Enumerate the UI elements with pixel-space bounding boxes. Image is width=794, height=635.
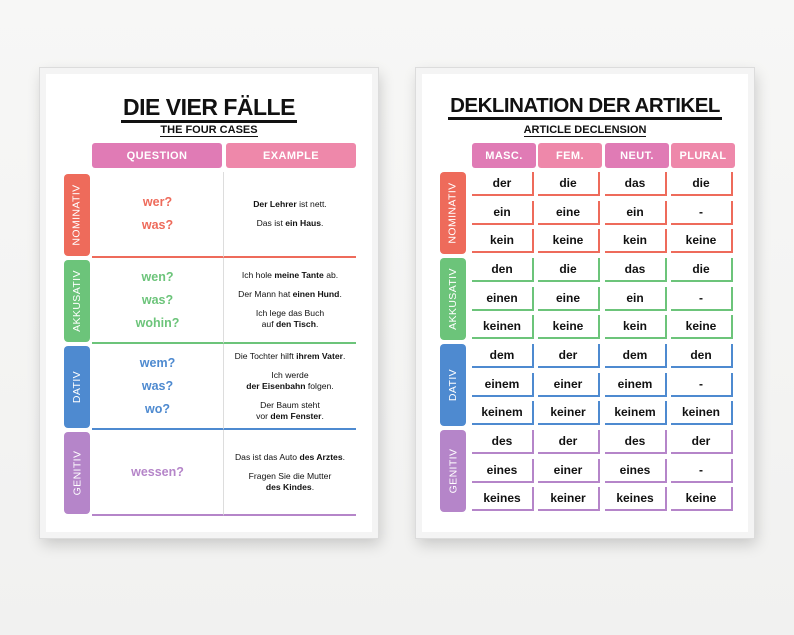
example-text: . [342, 451, 346, 462]
case-label-nominativ [64, 174, 90, 256]
header-plural: PLURAL [671, 143, 735, 168]
example-highlight: dem Fenster [270, 410, 322, 421]
article-cell: der [472, 172, 534, 196]
article-cell: dem [472, 344, 534, 368]
case-label-akkusativ [440, 258, 466, 340]
question-word: wessen? [131, 464, 184, 479]
example-sentence [246, 370, 333, 392]
example-text: ab. [323, 270, 339, 280]
article-cell: keinem [605, 401, 667, 425]
example-highlight: Der Lehrer [253, 199, 297, 209]
example-sentence [256, 308, 324, 330]
article-cell: keine [671, 315, 733, 339]
example-text: Der Baum steht [260, 399, 320, 410]
example-text: folgen. [305, 380, 334, 391]
example-text: Das ist [256, 218, 286, 228]
article-cell: des [472, 430, 534, 454]
article-cell: keiner [538, 487, 600, 511]
article-cell: keine [671, 229, 733, 253]
article-cell: ein [472, 201, 534, 225]
example-text: ist nett. [296, 199, 327, 209]
article-cell: die [671, 172, 733, 196]
example-sentence [256, 400, 324, 422]
article-cell: das [605, 258, 667, 282]
case-label-text: DATIV [447, 368, 459, 402]
example-text: Ich lege das Buch [255, 308, 325, 318]
case-label-nominativ [440, 172, 466, 254]
article-cell: - [671, 201, 733, 225]
example-text: . [311, 481, 315, 492]
example-highlight: ein Haus [285, 218, 322, 228]
article-cell: ein [605, 287, 667, 311]
example-cell [223, 258, 356, 344]
example-sentence [242, 270, 338, 281]
poster-title: DEKLINATION DER ARTIKEL [422, 94, 748, 118]
article-cell: kein [605, 229, 667, 253]
example-highlight: des Kindes [265, 481, 312, 492]
question-cell [92, 430, 223, 516]
case-label-dativ [440, 344, 466, 426]
article-cell: keine [538, 315, 600, 339]
question-word: wer? [142, 195, 173, 209]
article-cell: - [671, 287, 733, 311]
case-label-genitiv [64, 432, 90, 514]
example-text: . [321, 218, 324, 228]
case-label-akkusativ [64, 260, 90, 342]
article-cell: eines [472, 459, 534, 483]
example-text: . [342, 350, 346, 361]
poster-article-declension [422, 74, 748, 532]
question-word: wohin? [135, 315, 180, 330]
case-label-text: NOMINATIV [71, 184, 83, 246]
example-text: . [339, 289, 342, 299]
article-cell: der [538, 430, 600, 454]
header-question: QUESTION [92, 143, 222, 168]
poster-frame-article-declension [416, 68, 754, 538]
case-label-text: AKKUSATIV [71, 270, 84, 332]
case-label-text: DATIV [71, 370, 83, 404]
example-sentence [235, 351, 346, 362]
example-text: Fragen Sie die Mutter [248, 470, 332, 481]
example-highlight: ihrem Vater [296, 350, 343, 361]
article-cell: keinen [671, 401, 733, 425]
poster-frame-four-cases [40, 68, 378, 538]
article-cell: ein [605, 201, 667, 225]
article-cell: einem [472, 373, 534, 397]
article-cell: - [671, 459, 733, 483]
article-cell: eine [538, 287, 600, 311]
case-label-text: AKKUSATIV [447, 268, 460, 330]
case-label-text: GENITIV [447, 448, 459, 494]
article-cell: die [671, 258, 733, 282]
example-highlight: des Arztes [299, 451, 343, 462]
article-cell: keines [472, 487, 534, 511]
article-cell: einer [538, 459, 600, 483]
case-label-text: NOMINATIV [447, 182, 459, 244]
question-cell [92, 258, 223, 344]
example-cell [223, 172, 356, 258]
header-neut: NEUT. [605, 143, 669, 168]
example-highlight: meine Tante [274, 270, 324, 280]
article-cell: die [538, 258, 600, 282]
question-word: wo? [145, 401, 170, 416]
article-cell: die [538, 172, 600, 196]
example-sentence [249, 471, 332, 493]
header-example: EXAMPLE [226, 143, 356, 168]
header-fem: FEM. [538, 143, 602, 168]
article-cell: eines [605, 459, 667, 483]
example-highlight: einen Hund [292, 289, 340, 299]
example-highlight: der Eisenbahn [246, 380, 306, 391]
article-cell: den [671, 344, 733, 368]
article-cell: dem [605, 344, 667, 368]
question-word: wen? [141, 269, 174, 284]
article-cell: der [538, 344, 600, 368]
article-cell: kein [605, 315, 667, 339]
article-cell: keines [605, 487, 667, 511]
article-cell: keine [538, 229, 600, 253]
question-word: was? [141, 292, 174, 307]
article-cell: keine [671, 487, 733, 511]
article-cell: keinen [472, 315, 534, 339]
header-masc: MASC. [472, 143, 536, 168]
question-word: was? [141, 218, 174, 232]
example-sentence [235, 452, 345, 463]
question-cell [92, 172, 223, 258]
example-cell [223, 344, 356, 430]
case-label-text: GENITIV [71, 450, 83, 496]
article-cell: einem [605, 373, 667, 397]
example-text: . [321, 410, 324, 421]
article-cell: - [671, 373, 733, 397]
case-label-genitiv [440, 430, 466, 512]
poster-subtitle: ARTICLE DECLENSION [523, 124, 647, 136]
example-text: Das ist das Auto [234, 451, 300, 462]
example-text: vor [256, 410, 271, 421]
example-sentence [238, 289, 342, 300]
example-cell [223, 430, 356, 516]
article-cell: keinem [472, 401, 534, 425]
poster-subtitle: THE FOUR CASES [160, 124, 258, 136]
example-highlight: den Tisch [275, 319, 316, 329]
question-cell [92, 344, 223, 430]
poster-title: DIE VIER FÄLLE [46, 94, 372, 121]
example-text: Ich hole [241, 270, 275, 280]
article-cell: eine [538, 201, 600, 225]
example-text: Die Tochter hilft [234, 350, 297, 361]
article-cell: des [605, 430, 667, 454]
example-sentence [257, 218, 324, 229]
question-word: was? [141, 378, 174, 393]
example-text: auf [261, 319, 276, 329]
article-cell: das [605, 172, 667, 196]
article-cell: den [472, 258, 534, 282]
example-text: Der Mann hat [238, 289, 293, 299]
question-word: wem? [139, 355, 176, 370]
example-text: Ich werde [271, 369, 309, 380]
example-text: . [315, 319, 319, 329]
article-cell: einen [472, 287, 534, 311]
case-label-dativ [64, 346, 90, 428]
article-cell: keiner [538, 401, 600, 425]
poster-four-cases [46, 74, 372, 532]
article-cell: kein [472, 229, 534, 253]
article-cell: der [671, 430, 733, 454]
example-sentence [253, 199, 327, 210]
article-cell: einer [538, 373, 600, 397]
